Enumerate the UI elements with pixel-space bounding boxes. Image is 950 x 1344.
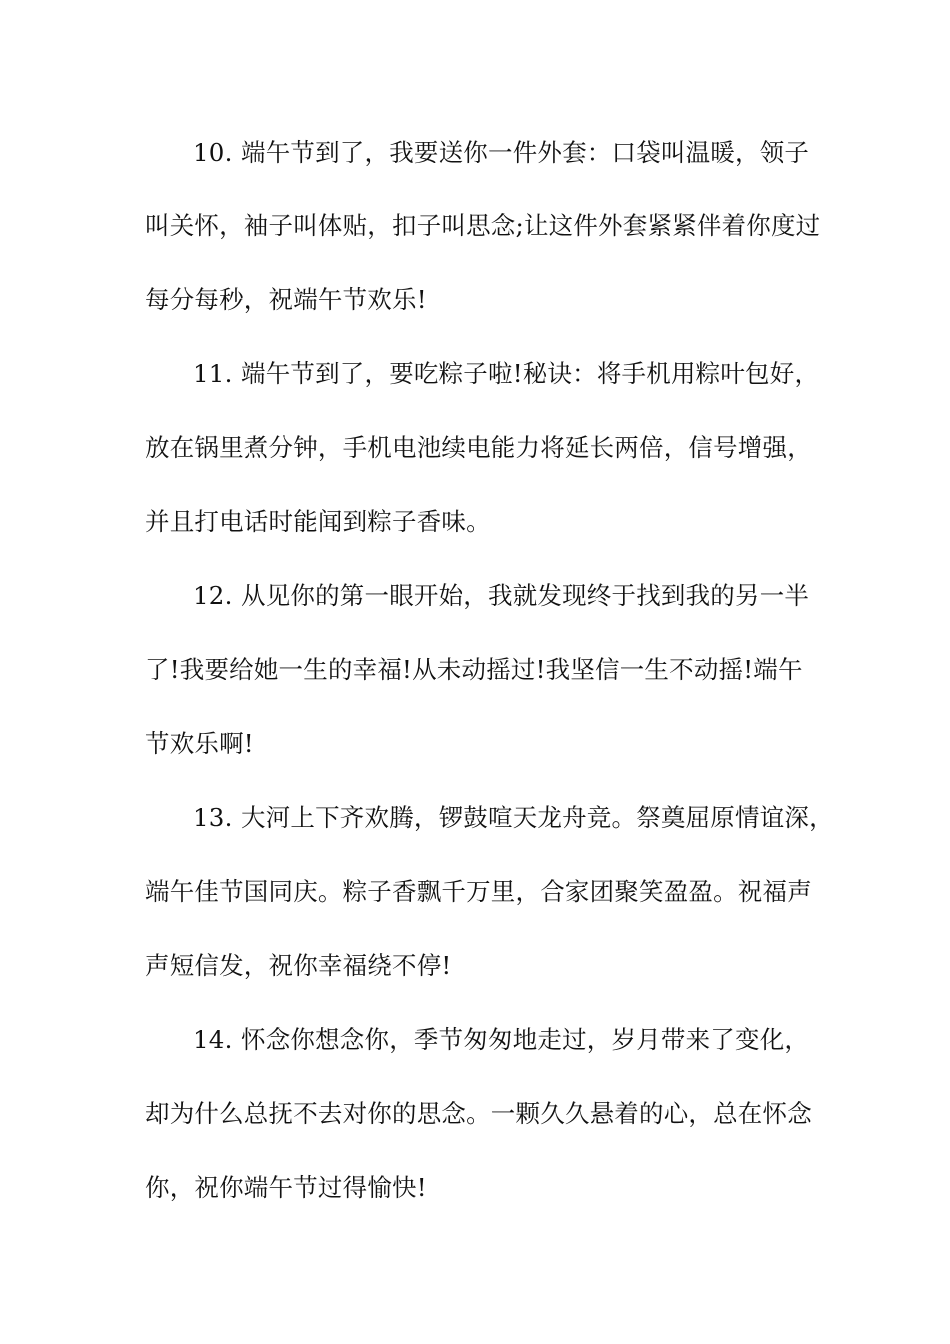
paragraph-10-line-1 xyxy=(193,138,873,168)
paragraph-11-line-2: 放在锅里煮分钟，手机电池续电能力将延长两倍，信号增强， xyxy=(145,433,812,462)
paragraph-text: 端午节到了，要吃粽子啦!秘诀：将手机用粽叶包好， xyxy=(241,359,820,388)
paragraph-text: 怀念你想念你，季节匆匆地走过，岁月带来了变化， xyxy=(241,1025,810,1054)
paragraph-12-line-1 xyxy=(193,581,873,611)
paragraph-number: 10. xyxy=(193,138,233,167)
paragraph-14-line-1 xyxy=(193,1025,873,1055)
paragraph-13-line-2: 端午佳节国同庆。粽子香飘千万里，合家团聚笑盈盈。祝福声 xyxy=(145,877,812,906)
paragraph-13-line-1 xyxy=(193,803,873,833)
paragraph-12-line-3: 节欢乐啊! xyxy=(145,729,254,758)
paragraph-number: 12. xyxy=(193,581,233,610)
paragraph-text: 大河上下齐欢腾，锣鼓喧天龙舟竞。祭奠屈原情谊深， xyxy=(241,803,834,832)
paragraph-13-line-3: 声短信发，祝你幸福绕不停! xyxy=(145,951,452,980)
paragraph-11-line-3: 并且打电话时能闻到粽子香味。 xyxy=(145,507,491,536)
paragraph-14-line-3: 你，祝你端午节过得愉快! xyxy=(145,1173,427,1202)
paragraph-11-line-1 xyxy=(193,359,873,389)
paragraph-12-line-2: 了!我要给她一生的幸福!从未动摇过!我坚信一生不动摇!端午 xyxy=(145,655,803,684)
paragraph-text: 从见你的第一眼开始，我就发现终于找到我的另一半 xyxy=(241,581,810,610)
paragraph-number: 11. xyxy=(193,359,233,388)
paragraph-text: 端午节到了，我要送你一件外套：口袋叫温暖，领子 xyxy=(241,138,810,167)
paragraph-14-line-2: 却为什么总抚不去对你的思念。一颗久久悬着的心，总在怀念 xyxy=(145,1099,812,1128)
paragraph-number: 14. xyxy=(193,1025,233,1054)
paragraph-number: 13. xyxy=(193,803,233,832)
paragraph-10-line-2: 叫关怀，袖子叫体贴，扣子叫思念;让这件外套紧紧伴着你度过 xyxy=(145,211,821,240)
paragraph-10-line-3: 每分每秒，祝端午节欢乐! xyxy=(145,285,427,314)
